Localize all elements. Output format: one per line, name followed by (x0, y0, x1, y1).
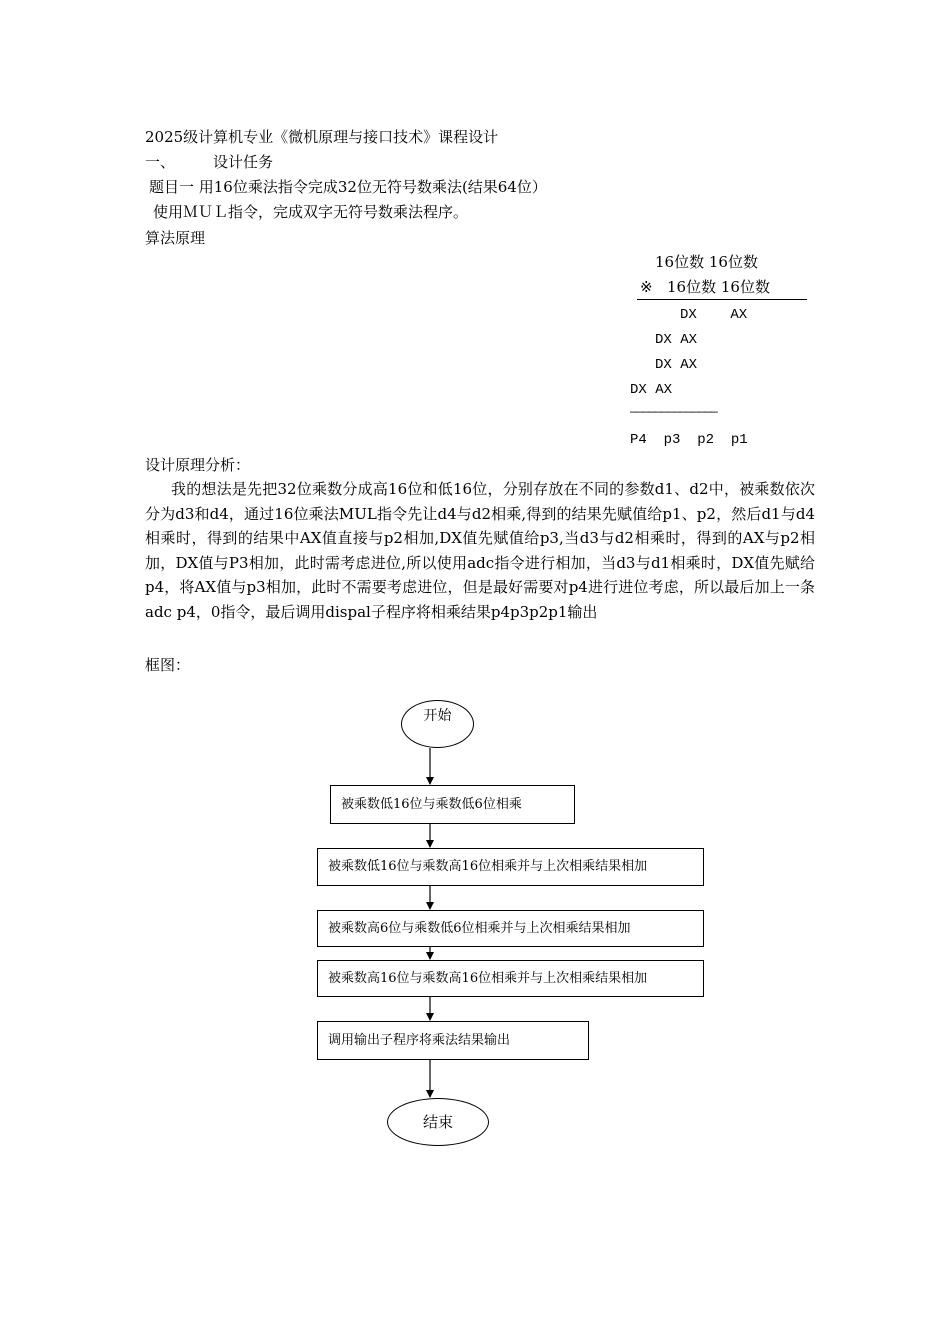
flowchart-start-node: 开始 (401, 700, 474, 748)
result-row: P4 p3 p2 p1 (630, 432, 748, 448)
section-number: 一、 (145, 153, 176, 171)
operand-row-2: 16位数 16位数 (667, 278, 770, 296)
dash-separator: —————————————— (630, 405, 717, 419)
algorithm-heading: 算法原理 (145, 229, 206, 247)
task-line: 题目一 用16位乘法指令完成32位无符号数乘法(结果64位） (149, 178, 547, 196)
flowchart-end-node: 结束 (387, 1098, 489, 1146)
task-description: 使用ＭＵＬ指令，完成双字无符号数乘法程序。 (153, 203, 469, 221)
section-title: 设计任务 (213, 153, 274, 171)
partial-product-2: DX AX (655, 332, 698, 348)
flowchart-step-2: 被乘数低16位与乘数高16位相乘并与上次相乘结果相加 (317, 848, 704, 886)
flowchart-step-4: 被乘数高16位与乘数高16位相乘并与上次相乘结果相加 (317, 960, 704, 997)
multiply-sign: ※ (640, 278, 653, 296)
partial-product-3: DX AX (655, 357, 698, 373)
partial-product-1: DX AX (680, 307, 748, 323)
flowchart-step-3: 被乘数高6位与乘数低6位相乘并与上次相乘结果相加 (317, 910, 704, 947)
analysis-heading: 设计原理分析： (145, 456, 251, 474)
flowchart-step-1: 被乘数低16位与乘数低6位相乘 (330, 785, 575, 824)
operand-row-1: 16位数 16位数 (655, 253, 758, 271)
analysis-paragraph: 我的想法是先把32位乘数分成高16位和低16位，分别存放在不同的参数d1、d2中，被乘数依次分为d3和d4，通过16位乘法MUL指令先让d4与d2相乘,得到的结果先赋值给p1、p2，然后d1与d4相乘时，得到的结果中AX值直接与p2相加,DX值先赋值给p3,当d3与d2相乘时，得到的AX与p2相加，DX值与P3相加，此时需考虑进位,所以使用adc指令进行相加，当d3与d1相乘时，DX值先赋给p4，将AX值与p3相加，此时不需要考虑进位，但是最好需要对p4进行进位考虑，所以最后加上一条adc p4，0指令，最后调用dispal子程序将相乘结果p4p3p2p1输出 (145, 480, 815, 621)
document-title: 2025级计算机专业《微机原理与接口技术》课程设计 (145, 128, 499, 146)
partial-product-4: DX AX (630, 382, 673, 398)
flowchart-step-5: 调用输出子程序将乘法结果输出 (317, 1021, 589, 1060)
flowchart-heading: 框图： (145, 656, 191, 674)
